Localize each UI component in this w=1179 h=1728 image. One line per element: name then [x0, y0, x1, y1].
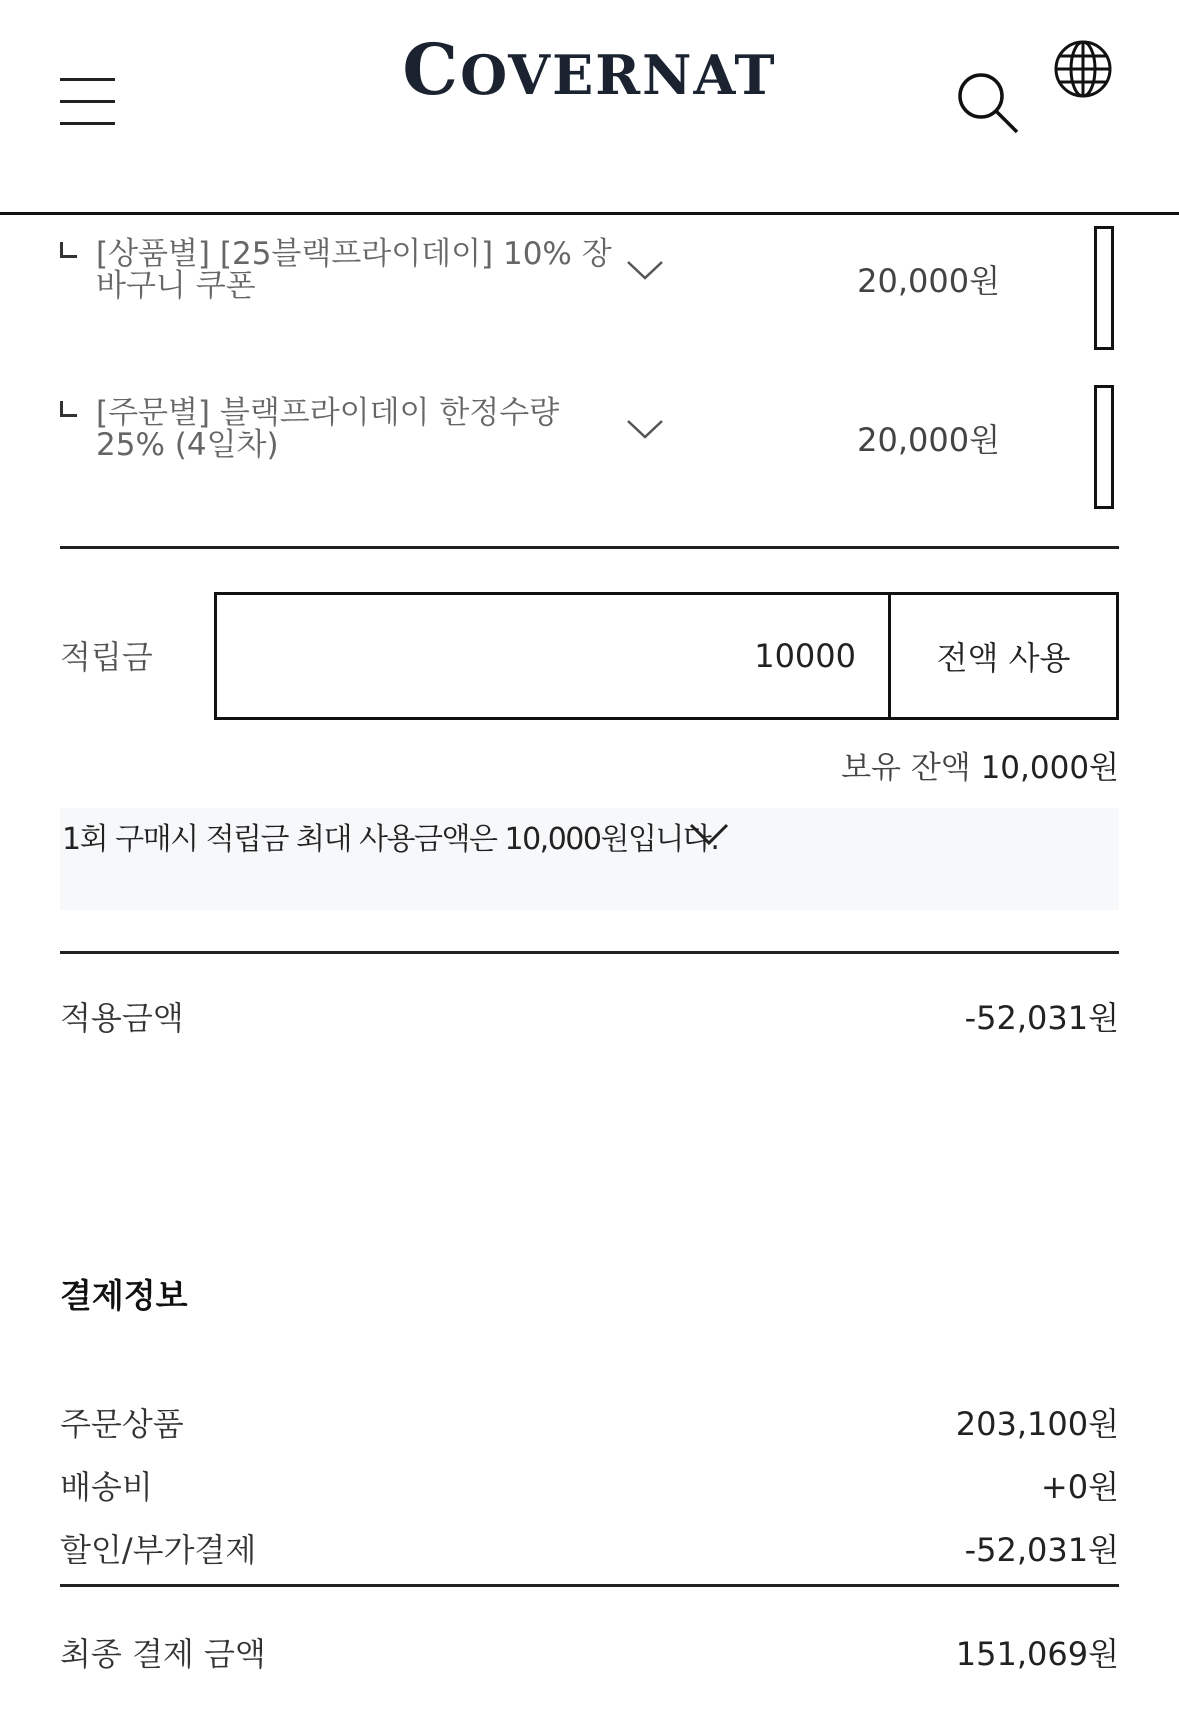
divider — [60, 951, 1119, 954]
coupon-row — [0, 371, 1179, 501]
coupon-row — [0, 212, 1179, 342]
points-balance — [841, 742, 1119, 787]
points-label: 적립금 — [60, 638, 153, 676]
shipping-label: 배송비 — [60, 1468, 153, 1506]
sub-item-corner-icon — [60, 242, 77, 258]
coupon-name: [상품별] [25블랙프라이데이] 10% 장바구니 쿠폰 — [96, 236, 612, 304]
points-input[interactable] — [214, 592, 891, 720]
globe-icon[interactable] — [1052, 38, 1114, 100]
applied-value: -52,031원 — [964, 999, 1119, 1037]
chevron-down-icon[interactable] — [688, 820, 730, 848]
shipping-value: +0원 — [1040, 1468, 1119, 1506]
chevron-down-icon[interactable] — [625, 415, 665, 443]
brand-logo[interactable]: COVERNAT — [402, 28, 777, 111]
header — [0, 0, 1179, 215]
coupon-amount: 20,000원 — [857, 262, 1000, 300]
discount-value: -52,031원 — [964, 1531, 1119, 1569]
coupon-name: [주문별] 블랙프라이데이 한정수량 25% (4일차) — [96, 395, 560, 463]
section-title: 결제정보 — [60, 1276, 188, 1315]
total-label: 최종 결제 금액 — [60, 1635, 266, 1673]
chevron-down-icon[interactable] — [625, 256, 665, 284]
coupon-amount: 20,000원 — [857, 421, 1000, 459]
divider — [60, 546, 1119, 549]
points-notice — [60, 808, 1119, 910]
total-value: 151,069원 — [955, 1635, 1119, 1673]
sub-item-corner-icon — [60, 401, 77, 417]
discount-label: 할인/부가결제 — [60, 1531, 257, 1569]
divider — [60, 1584, 1119, 1587]
order-items-value: 203,100원 — [955, 1405, 1119, 1443]
order-items-label: 주문상품 — [60, 1405, 184, 1443]
coupon-checkbox[interactable] — [1094, 226, 1114, 350]
search-icon[interactable] — [955, 70, 1021, 136]
coupon-checkbox[interactable] — [1094, 385, 1114, 509]
applied-label: 적용금액 — [60, 999, 184, 1037]
balance-value: 10,000원 — [980, 750, 1119, 786]
notice-text: 1회 구매시 적립금 최대 사용금액은 10,000원입니다. — [62, 822, 719, 857]
use-all-points-button[interactable]: 전액 사용 — [888, 592, 1119, 720]
balance-label: 보유 잔액 — [841, 750, 971, 786]
